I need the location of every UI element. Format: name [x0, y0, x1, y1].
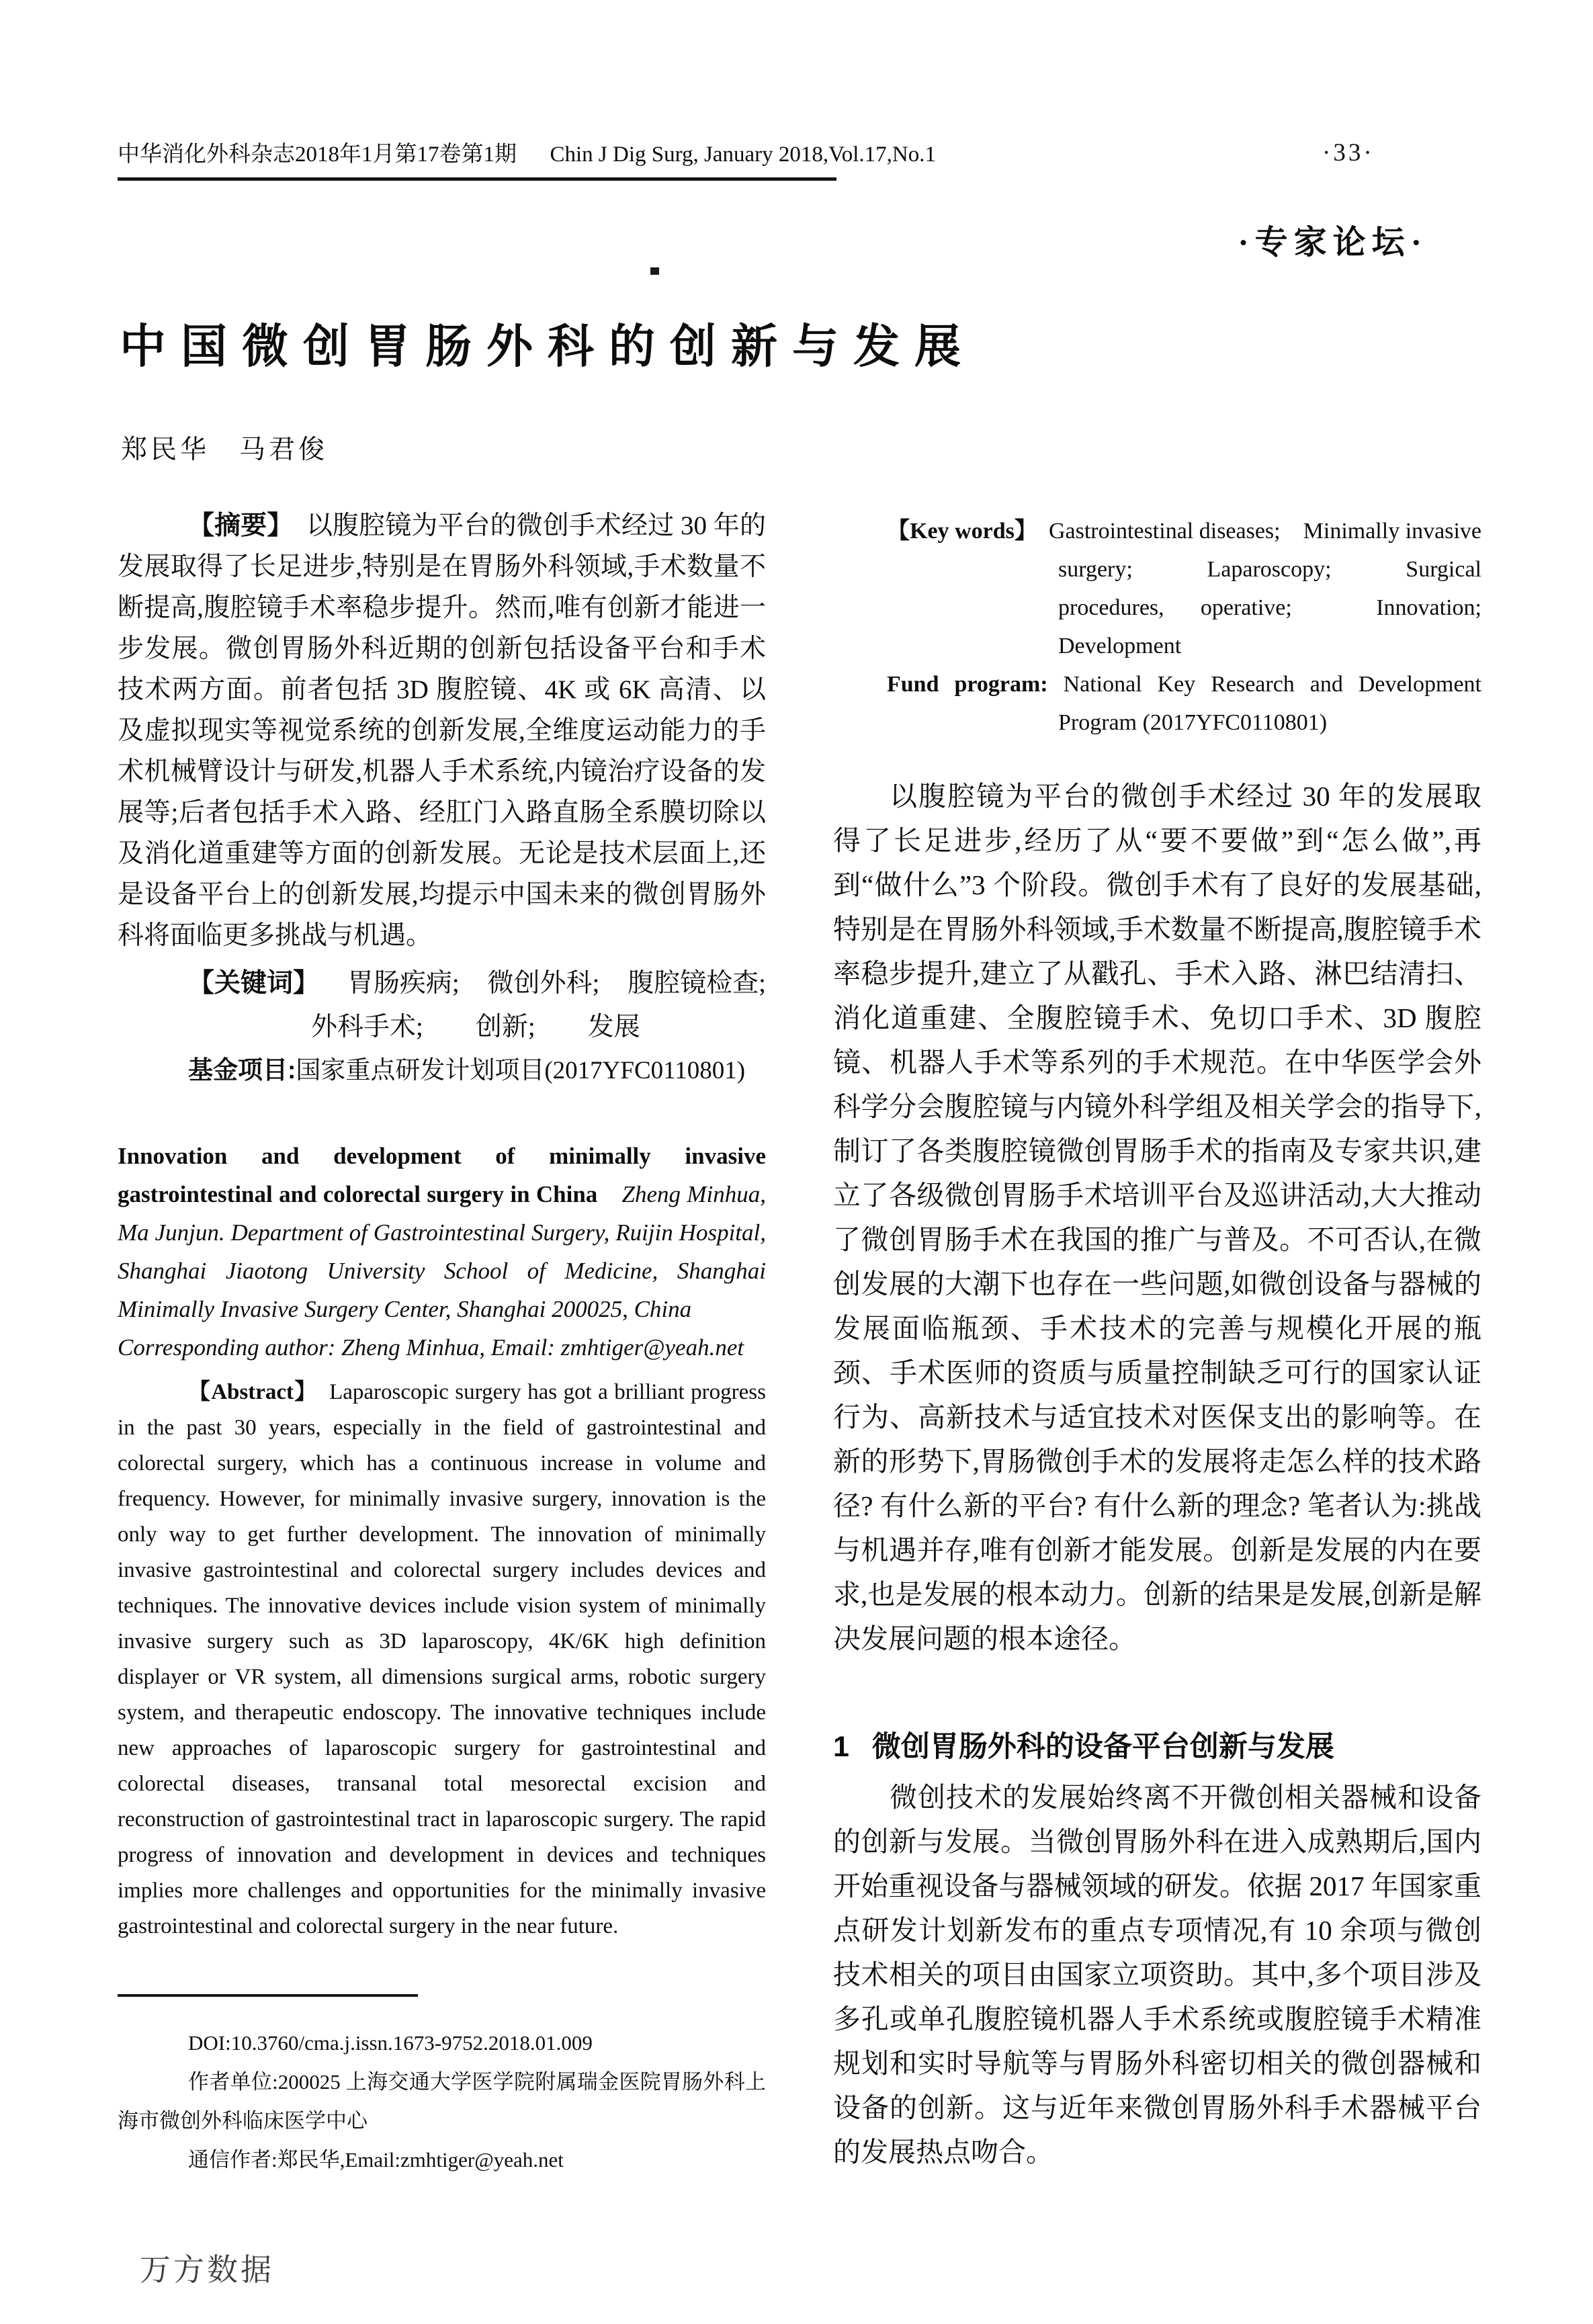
section-number: 1 [833, 1731, 849, 1763]
correspondence-en: Corresponding author: Zheng Minhua, Email: zmhtiger@yeah.net [118, 1334, 744, 1361]
affiliation-label: 作者单位: [188, 2070, 278, 2094]
keyword-cn: 外科手术; [311, 1013, 423, 1041]
keywords-en-text: Gastrointestinal diseases; Minimally invasive surgery; Laparoscopy; Surgical procedures, operative; Innovation; Development [1048, 519, 1504, 658]
title-en-block [118, 1137, 766, 1367]
keyword-cn: 微创外科; [487, 969, 600, 998]
keywords-en [833, 512, 1504, 665]
fund-cn-label: 基金项目: [188, 1056, 296, 1084]
footnote-divider [118, 1994, 418, 1997]
fund-cn-text: 国家重点研发计划项目(2017YFC0110801) [296, 1057, 746, 1084]
journal-title-cn: 中华消化外科杂志2018年1月第17卷第1期 [118, 142, 517, 167]
keyword-cn: 发展 [587, 1013, 640, 1041]
keywords-en-label: 【Key words】 [887, 519, 1026, 544]
journal-title-en: Chin J Dig Surg, January 2018,Vol.17,No.1 [550, 142, 936, 167]
page-title: 中国微创胃肠外科的创新与发展 [120, 320, 976, 372]
affiliation-en: Department of Gastrointestinal Surgery, Ruijin Hospital, Shanghai Jiaotong University School of Medicine, Shanghai Minimally Invasive Surgery Center, Shanghai 200025, China [118, 1219, 766, 1322]
keyword-cn: 腹腔镜检查; [628, 969, 766, 998]
section-label: ·专家论坛· [1238, 224, 1428, 261]
title-en: Innovation and development of minimally invasive gastrointestinal and colorectal surgery in China [118, 1143, 766, 1207]
section-heading-1 [833, 1724, 1481, 1765]
keywords-cn-line2 [118, 1006, 766, 1043]
body-paragraph-2: 微创技术的发展始终离不开微创相关器械和设备的创新与发展。当微创胃肠外科在进入成熟期后,国内开始重视设备与器械领域的研发。依据 2017 年国家重点研发计划新发布的重点专项情况,有 10 余项与微创技术相关的项目由国家立项资助。其中,多个项目涉及多孔或单孔腹腔镜机器人手术系统或腹腔镜手术精准规划和实时导航等与胃肠外科密切相关的微创器械和设备的创新。这与近年来微创胃肠外科手术器械平台的发展热点吻合。 [833, 1782, 1481, 2167]
section-title: 微创胃肠外科的设备平台创新与发展 [871, 1731, 1334, 1763]
fund-en-text: National Key Research and Development Program (2017YFC0110801) [1058, 672, 1481, 735]
abstract-en [118, 1375, 766, 1944]
scan-artifact [650, 267, 659, 275]
abstract-cn-label: 【摘要】 [188, 511, 280, 540]
journal-header [118, 136, 936, 181]
keyword-cn: 胃肠疾病; [347, 969, 460, 998]
abstract-en-label: 【Abstract】 [188, 1380, 306, 1404]
author-names: 郑民华 马君俊 [121, 435, 329, 464]
abstract-en-text: Laparoscopic surgery has got a brilliant progress in the past 30 years, especially in the field of gastrointestinal and colorectal surgery, which has a continuous increase in volume and frequency. However, for minimally invasive surgery, innovation is the only way to get further development. The innovation of minimally invasive gastrointestinal and colorectal surgery includes devices and techniques. The innovative devices include vision system of minimally invasive surgery such as 3D laparoscopy, 4K/6K high definition displayer or VR system, all dimensions surgical arms, robotic surgery system, and therapeutic endoscopy. The innovative techniques include new approaches of laparoscopic surgery for gastrointestinal and colorectal diseases, transanal total mesorectal excision and reconstruction of gastrointestinal tract in laparoscopic surgery. The rapid progress of innovation and development in devices and techniques implies more challenges and opportunities for the minimally invasive gastrointestinal and colorectal surgery in the near future. [118, 1380, 766, 1938]
page-number: ·33· [1322, 139, 1375, 167]
correspondence-label: 通信作者: [188, 2148, 277, 2171]
fund-en-label: Fund program: [887, 672, 1048, 697]
body-paragraph-1: 以腹腔镜为平台的微创手术经过 30 年的发展取得了长足进步,经历了从“要不要做”到“怎么做”,再到“做什么”3 个阶段。微创手术有了良好的发展基础,特别是在胃肠外科领域,手术数量不断提高,腹腔镜手术率稳步提升,建立了从戳孔、手术入路、淋巴结清扫、消化道重建、全腹腔镜手术、免切口手术、3D 腹腔镜、机器人手术等系列的手术规范。在中华医学会外科学分会腹腔镜与内镜外科学组及相关学会的指导下,制订了各类腹腔镜微创胃肠手术的指南及专家共识,建立了各级微创胃肠手术培训平台及巡讲活动,大大推动了微创胃肠手术在我国的推广与普及。不可否认,在微创发展的大潮下也存在一些问题,如微创设备与器械的发展面临瓶颈、手术技术的完善与规模化开展的瓶颈、手术医师的资质与质量控制缺乏可行的国家认证行为、高新技术与适宜技术对医保支出的影响等。在新的形势下,胃肠微创手术的发展将走怎么样的技术路径? 有什么新的平台? 有什么新的理念? 笔者认为:挑战与机遇并存,唯有创新才能发展。创新是发展的内在要求,也是发展的根本动力。创新的结果是发展,创新是解决发展问题的根本途径。 [833, 781, 1481, 1654]
doi-line: DOI:10.3760/cma.j.issn.1673-9752.2018.01.009 [188, 2031, 593, 2055]
abstract-cn-text: 以腹腔镜为平台的微创手术经过 30 年的发展取得了长足进步,特别是在胃肠外科领域,手术数量不断提高,腹腔镜手术率稳步提升。然而,唯有创新才能进一步发展。微创胃肠外科近期的创新包括设备平台和手术技术两方面。前者包括 3D 腹腔镜、4K 或 6K 高清、以及虚拟现实等视觉系统的创新发展,全维度运动能力的手术机械臂设计与研发,机器人手术系统,内镜治疗设备的发展等;后者包括手术入路、经肛门入路直肠全系膜切除以及消化道重建等方面的创新发展。无论是技术层面上,还是设备平台上的创新发展,均提示中国未来的微创胃肠外科将面临更多挑战与机遇。 [118, 511, 766, 950]
correspondence-text: 郑民华,Email:zmhtiger@yeah.net [277, 2148, 564, 2171]
affiliation-text: 200025 上海交通大学医学院附属瑞金医院胃肠外科上海市微创外科临床医学中心 [118, 2070, 766, 2133]
fund-cn [118, 1049, 766, 1086]
wanfang-watermark: 万方数据 [140, 2252, 274, 2287]
correspondence-line [118, 2141, 766, 2180]
keyword-cn: 创新; [475, 1013, 535, 1041]
keywords-cn-label: 【关键词】 [188, 969, 320, 998]
keywords-cn-line1 [118, 962, 766, 1000]
author-affiliation [118, 2063, 766, 2141]
abstract-cn [118, 505, 766, 956]
authors-en: Zheng Minhua, Ma Junjun. [118, 1181, 766, 1246]
fund-en [833, 665, 1481, 742]
